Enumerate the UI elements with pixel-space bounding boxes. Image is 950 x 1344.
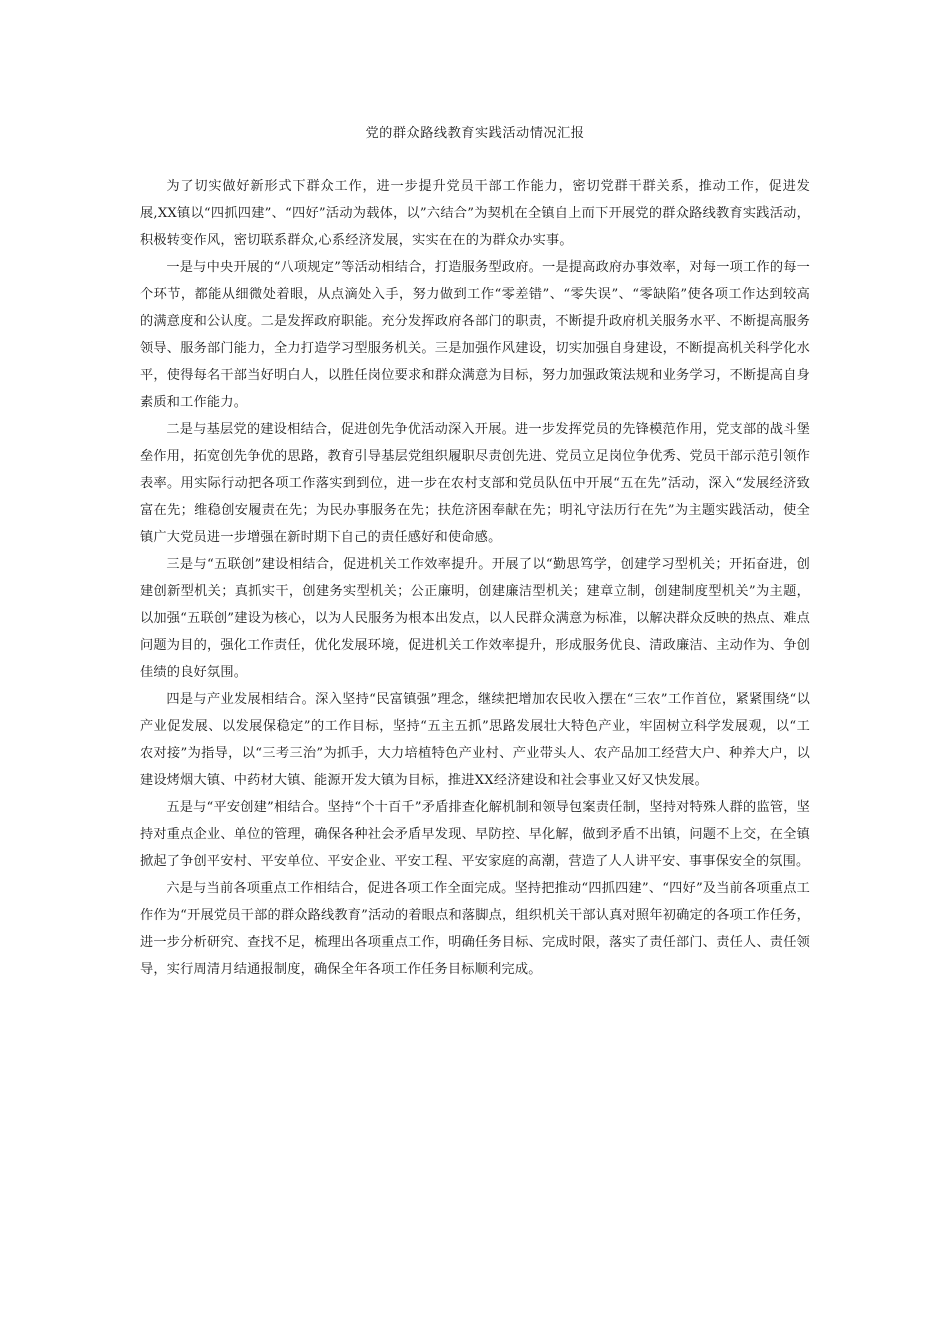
paragraph-first-point: 一是与中央开展的“八项规定”等活动相结合，打造服务型政府。一是提高政府办事效率，对每一项工作的每一个环节，都能从细微处着眼，从点滴处入手，努力做到工作“零差错”、“零失误”、“零缺陷”使各项工作达到较高的满意度和公认度。二是发挥政府职能。充分发挥政府各部门的职责，不断提升政府机关服务水平、不断提高服务领导、服务部门能力，全力打造学习型服务机关。三是加强作风建设，切实加强自身建设，不断提高机关科学化水平，使得每名干部当好明白人，以胜任岗位要求和群众满意为目标，努力加强政策法规和业务学习，不断提高自身素质和工作能力。 [140, 260, 810, 410]
document-page [140, 120, 810, 983]
paragraph-intro: 为了切实做好新形式下群众工作，进一步提升党员干部工作能力，密切党群干群关系，推动工作，促进发展,XX镇以“四抓四建”、“四好”活动为载体，以”六结合”为契机在全镇自上而下开展党的群众路线教育实践活动，积极转变作风，密切联系群众,心系经济发展，实实在在的为群众办实事。 [140, 179, 810, 248]
paragraph-third-point: 三是与“五联创”建设相结合，促进机关工作效率提升。开展了以“勤思笃学，创建学习型机关；开拓奋进，创建创新型机关；真抓实干，创建务实型机关；公正廉明，创建廉洁型机关；建章立制，创建制度型机关”为主题，以加强“五联创”建设为核心，以为人民服务为根本出发点，以人民群众满意为标准，以解决群众反映的热点、难点问题为目的，强化工作责任，优化发展环境，促进机关工作效率提升，形成服务优良、清政廉洁、主动作为、争创佳绩的良好氛围。 [140, 557, 810, 680]
document-title: 党的群众路线教育实践活动情况汇报 [365, 126, 585, 141]
paragraph-fifth-point: 五是与“平安创建”相结合。坚持“个十百千”矛盾排查化解机制和领导包案责任制，坚持对特殊人群的监管，坚持对重点企业、单位的管理，确保各种社会矛盾早发现、早防控、早化解，做到矛盾不出镇，问题不上交，在全镇掀起了争创平安村、平安单位、平安企业、平安工程、平安家庭的高潮，营造了人人讲平安、事事保安全的氛围。 [140, 800, 810, 869]
paragraph-sixth-point: 六是与当前各项重点工作相结合，促进各项工作全面完成。坚持把推动“四抓四建”、“四好”及当前各项重点工作作为“开展党员干部的群众路线教育”活动的着眼点和落脚点，组织机关干部认真对照年初确定的各项工作任务，进一步分析研究、查找不足，梳理出各项重点工作，明确任务目标、完成时限，落实了责任部门、责任人、责任领导，实行周清月结通报制度，确保全年各项工作任务目标顺利完成。 [140, 881, 810, 977]
paragraph-second-point: 二是与基层党的建设相结合，促进创先争优活动深入开展。进一步发挥党员的先锋模范作用，党支部的战斗堡垒作用，拓宽创先争优的思路，教育引导基层党组织履职尽责创先进、党员立足岗位争优秀、党员干部示范引领作表率。用实际行动把各项工作落实到到位，进一步在农村支部和党员队伍中开展“五在先”活动，深入“发展经济致富在先；维稳创安履责在先；为民办事服务在先；扶危济困奉献在先；明礼守法历行在先”为主题实践活动，使全镇广大党员进一步增强在新时期下自己的责任感好和使命感。 [140, 422, 810, 545]
paragraph-fourth-point: 四是与产业发展相结合。深入坚持“民富镇强”理念，继续把增加农民收入摆在“三农”工作首位，紧紧围绕“以产业促发展、以发展保稳定”的工作目标，坚持“五主五抓”思路发展壮大特色产业，牢固树立科学发展观，以“工农对接”为指导，以“三考三治”为抓手，大力培植特色产业村、产业带头人、农产品加工经营大户、种养大户，以建设烤烟大镇、中药材大镇、能源开发大镇为目标，推进XX经济建设和社会事业又好又快发展。 [140, 692, 810, 788]
